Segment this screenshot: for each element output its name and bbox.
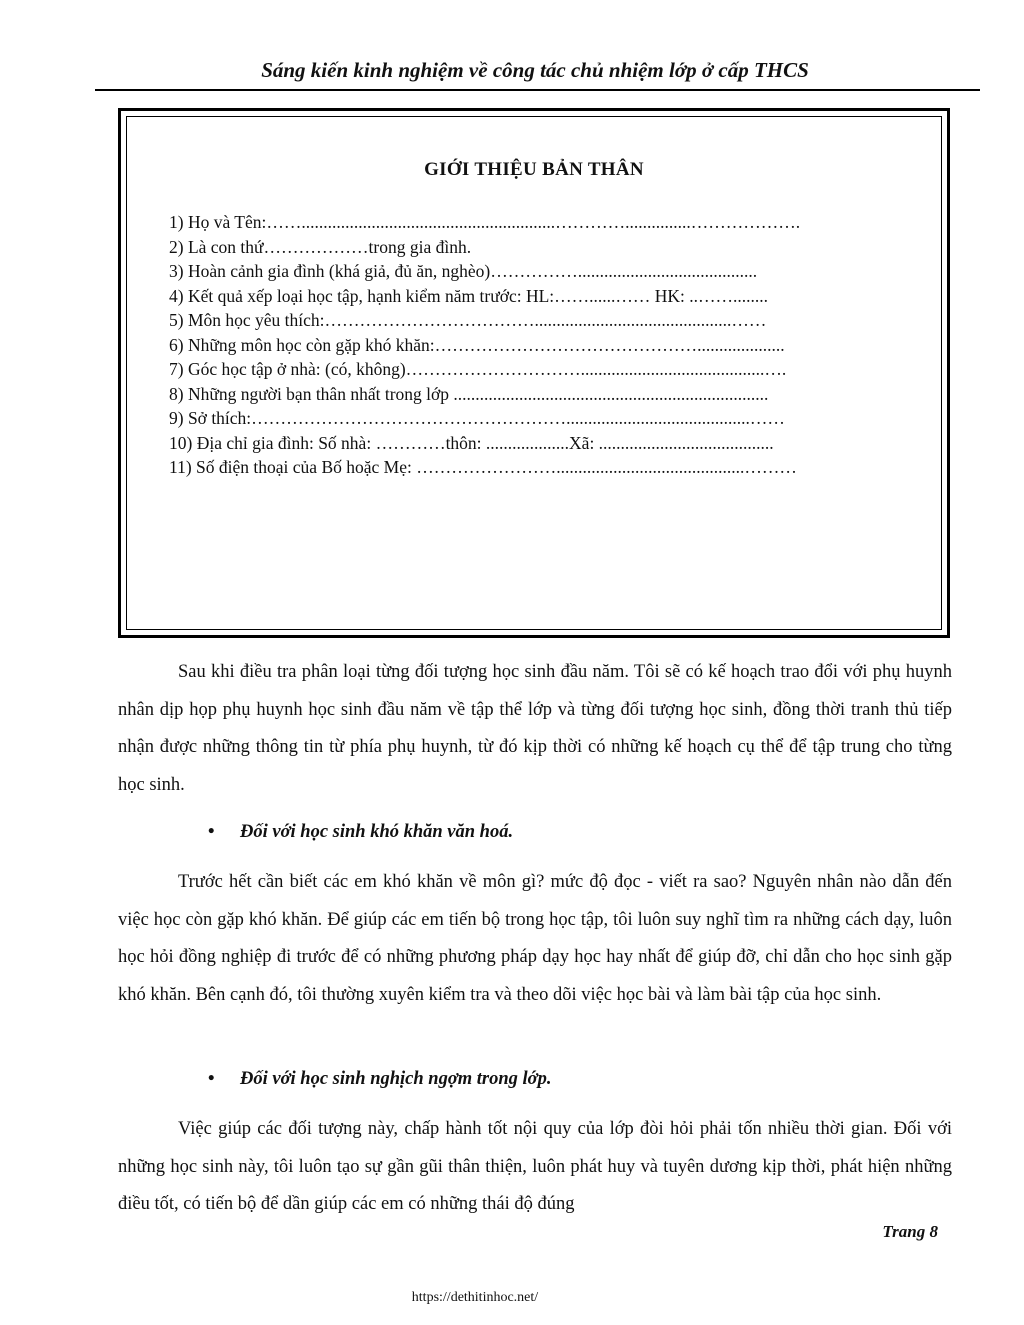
body-paragraph-1: Sau khi điều tra phân loại từng đối tượng học sinh đầu năm. Tôi sẽ có kế hoạch trao đổi với phụ huynh nhân dịp họp phụ huynh học sinh đầu năm về tập thể lớp và từng đối tượng học sinh, đồng thời tranh thủ tiếp nhận được những thông tin từ phía phụ huynh, từ đó kịp thời có những kế hoạch cụ thể để tập trung cho từng học sinh. [118,662,952,795]
form-item-hobbies: 9) Sở thích:………………………………………………..........................................…… [169,408,785,428]
footer-url: https://dethitinhoc.net/ [411,1290,539,1305]
form-item-best-friends: 8) Những người bạn thân nhất trong lớp ........................................................................ [169,383,769,404]
bullet-heading-culture-difficulty [208,822,513,843]
form-item-favorite-subject: 5) Môn học yêu thích:……………………………….............................................…… [169,310,767,330]
bullet-heading-text: Đối với học sinh khó khăn văn hoá. [240,822,514,842]
page-number: Trang 8 [882,1222,938,1241]
form-item-name: 1) Họ và Tên:……..........................................................…………...............………………. [169,212,801,232]
body-paragraph-3: Việc giúp các đối tượng này, chấp hành tốt nội quy của lớp đòi hỏi phải tốn nhiều thời gian. Đối với những học sinh này, tôi luôn tạo sự gần gũi thân thiện, luôn phát huy và tuyên dương kịp thời, phát hiện những điều tốt, có tiến bộ để dần giúp các em có những thái độ đúng [118,1119,952,1214]
bullet-heading-mischievous [208,1069,551,1090]
page-header-title: Sáng kiến kinh nghiệm về công tác chủ nhiệm lớp ở cấp THCS [261,58,809,82]
form-item-family-situation: 3) Hoàn cảnh gia đình (khá giả, đủ ăn, nghèo)……………......................................... [169,261,758,281]
intro-form-inner-border [126,116,942,630]
bullet-dot: • [208,1069,215,1089]
bullet-dot: • [208,822,215,842]
form-item-address: 10) Địa chỉ gia đình: Số nhà: …………thôn: ...................Xã: ........................................ [169,432,774,453]
intro-form-list [169,210,939,480]
intro-form-box [118,108,950,638]
form-item-child-order: 2) Là con thứ………………trong gia đình. [169,236,472,257]
form-item-parent-phone: 11) Số điện thoại của Bố hoặc Mẹ: ……………………...........................................……… [169,457,797,477]
form-item-last-year-results: 4) Kết quả xếp loại học tập, hạnh kiểm năm trước: HL:……......…… HK: ..……........ [169,285,769,306]
body-paragraph-2: Trước hết cần biết các em khó khăn về môn gì? mức độ đọc - viết ra sao? Nguyên nhân nào dẫn đến việc học còn gặp khó khăn. Để giúp các em tiến bộ trong học tập, tôi luôn suy nghĩ tìm ra những cách dạy, luôn học hỏi đồng nghiệp đi trước để có những phương pháp dạy học hay nhất để giúp đỡ, chỉ dẫn cho học sinh gặp khó khăn. Bên cạnh đó, tôi thường xuyên kiểm tra và theo dõi việc học bài và làm bài tập của học sinh. [118,872,952,1005]
bullet-heading-text: Đối với học sinh nghịch ngợm trong lớp. [240,1069,552,1089]
form-item-study-corner: 7) Góc học tập ở nhà: (có, không)…………………………..........................................…. [169,359,787,379]
intro-form-title: GIỚI THIỆU BẢN THÂN [424,159,644,180]
header-divider [95,89,980,91]
form-item-difficult-subjects: 6) Những môn học còn gặp khó khăn:……………………………………….................... [169,334,785,355]
